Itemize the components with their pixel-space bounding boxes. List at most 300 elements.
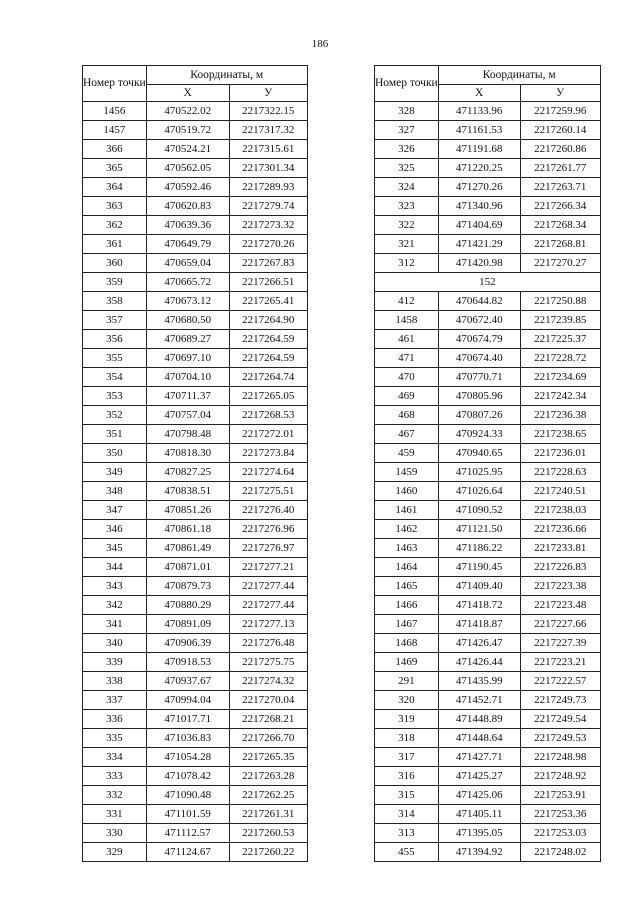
y-coordinate-cell: 2217315.61 (229, 140, 307, 159)
right-table-body-top (375, 102, 601, 273)
table-row (83, 178, 308, 197)
table-row (83, 463, 308, 482)
table-header-row (83, 66, 308, 85)
y-coordinate-cell: 2217261.77 (520, 159, 600, 178)
x-coordinate-cell: 470838.51 (146, 482, 229, 501)
x-coordinate-cell: 470906.39 (146, 634, 229, 653)
table-row (83, 653, 308, 672)
x-coordinate-cell: 471190.45 (438, 558, 520, 577)
x-coordinate-cell: 470673.12 (146, 292, 229, 311)
y-coordinate-cell: 2217264.59 (229, 330, 307, 349)
x-coordinate-cell: 471426.47 (438, 634, 520, 653)
point-number-cell: 334 (83, 748, 147, 767)
x-coordinate-cell: 470880.29 (146, 596, 229, 615)
x-coordinate-cell: 471404.69 (438, 216, 520, 235)
y-coordinate-cell: 2217274.64 (229, 463, 307, 482)
point-number-cell: 350 (83, 444, 147, 463)
point-number-cell: 344 (83, 558, 147, 577)
point-number-cell: 346 (83, 520, 147, 539)
x-coordinate-cell: 470805.96 (438, 387, 520, 406)
x-coordinate-cell: 470937.67 (146, 672, 229, 691)
table-row (375, 577, 601, 596)
y-coordinate-cell: 2217240.51 (520, 482, 600, 501)
x-header: Х (438, 85, 520, 102)
y-coordinate-cell: 2217301.34 (229, 159, 307, 178)
table-row (83, 672, 308, 691)
table-row (83, 767, 308, 786)
table-row (83, 121, 308, 140)
x-coordinate-cell: 471270.26 (438, 178, 520, 197)
point-number-cell: 468 (375, 406, 439, 425)
table-row (375, 786, 601, 805)
y-coordinate-cell: 2217260.22 (229, 843, 307, 862)
y-coordinate-cell: 2217275.75 (229, 653, 307, 672)
y-coordinate-cell: 2217274.32 (229, 672, 307, 691)
y-coordinate-cell: 2217242.34 (520, 387, 600, 406)
x-coordinate-cell: 470674.40 (438, 349, 520, 368)
y-coordinate-cell: 2217265.05 (229, 387, 307, 406)
table-row (375, 444, 601, 463)
point-number-cell: 1458 (375, 311, 439, 330)
table-row (83, 254, 308, 273)
point-number-cell: 333 (83, 767, 147, 786)
x-coordinate-cell: 470649.79 (146, 235, 229, 254)
table-row (83, 368, 308, 387)
point-number-cell: 319 (375, 710, 439, 729)
y-coordinate-cell: 2217225.37 (520, 330, 600, 349)
x-header: Х (146, 85, 229, 102)
y-coordinate-cell: 2217270.26 (229, 235, 307, 254)
y-coordinate-cell: 2217276.48 (229, 634, 307, 653)
point-number-cell: 1457 (83, 121, 147, 140)
table-row (83, 482, 308, 501)
y-coordinate-cell: 2217248.92 (520, 767, 600, 786)
x-coordinate-cell: 471025.95 (438, 463, 520, 482)
table-row (375, 216, 601, 235)
point-number-cell: 329 (83, 843, 147, 862)
x-coordinate-cell: 470620.83 (146, 197, 229, 216)
table-row (375, 121, 601, 140)
x-coordinate-cell: 470711.37 (146, 387, 229, 406)
x-coordinate-cell: 471161.53 (438, 121, 520, 140)
table-row (83, 539, 308, 558)
x-coordinate-cell: 471124.67 (146, 843, 229, 862)
table-row (375, 140, 601, 159)
coordinates-header: Координаты, м (146, 66, 307, 85)
y-coordinate-cell: 2217263.71 (520, 178, 600, 197)
point-number-cell: 320 (375, 691, 439, 710)
y-coordinate-cell: 2217267.83 (229, 254, 307, 273)
y-coordinate-cell: 2217238.65 (520, 425, 600, 444)
point-number-cell: 347 (83, 501, 147, 520)
x-coordinate-cell: 471409.40 (438, 577, 520, 596)
table-row (83, 159, 308, 178)
y-coordinate-cell: 2217248.02 (520, 843, 600, 862)
table-row (375, 482, 601, 501)
point-number-cell: 1468 (375, 634, 439, 653)
point-number-cell: 469 (375, 387, 439, 406)
point-number-cell: 1463 (375, 539, 439, 558)
y-coordinate-cell: 2217236.66 (520, 520, 600, 539)
y-coordinate-cell: 2217253.36 (520, 805, 600, 824)
table-row (83, 387, 308, 406)
table-row (375, 748, 601, 767)
table-row (83, 748, 308, 767)
point-number-cell: 348 (83, 482, 147, 501)
point-number-header: Номер точки (83, 66, 147, 102)
y-header: У (520, 85, 600, 102)
x-coordinate-cell: 470659.04 (146, 254, 229, 273)
table-row (83, 330, 308, 349)
point-number-header: Номер точки (375, 66, 439, 102)
table-row (83, 349, 308, 368)
point-number-cell: 1469 (375, 653, 439, 672)
x-coordinate-cell: 470522.02 (146, 102, 229, 121)
table-row (375, 406, 601, 425)
point-number-cell: 336 (83, 710, 147, 729)
table-row (375, 425, 601, 444)
table-row (83, 786, 308, 805)
y-coordinate-cell: 2217249.73 (520, 691, 600, 710)
point-number-cell: 321 (375, 235, 439, 254)
table-row (375, 710, 601, 729)
point-number-cell: 1456 (83, 102, 147, 121)
table-row (375, 197, 601, 216)
table-row (375, 843, 601, 862)
y-coordinate-cell: 2217238.03 (520, 501, 600, 520)
point-number-cell: 467 (375, 425, 439, 444)
y-coordinate-cell: 2217266.51 (229, 273, 307, 292)
table-row (83, 577, 308, 596)
x-coordinate-cell: 470918.53 (146, 653, 229, 672)
section-row (375, 273, 601, 292)
point-number-cell: 343 (83, 577, 147, 596)
y-coordinate-cell: 2217227.39 (520, 634, 600, 653)
point-number-cell: 322 (375, 216, 439, 235)
point-number-cell: 360 (83, 254, 147, 273)
table-row (375, 292, 601, 311)
x-coordinate-cell: 471340.96 (438, 197, 520, 216)
table-row (375, 159, 601, 178)
x-coordinate-cell: 471026.64 (438, 482, 520, 501)
y-header: У (229, 85, 307, 102)
y-coordinate-cell: 2217260.14 (520, 121, 600, 140)
y-coordinate-cell: 2217266.34 (520, 197, 600, 216)
table-row (375, 672, 601, 691)
x-coordinate-cell: 470519.72 (146, 121, 229, 140)
point-number-cell: 365 (83, 159, 147, 178)
x-coordinate-cell: 470807.26 (438, 406, 520, 425)
point-number-cell: 335 (83, 729, 147, 748)
x-coordinate-cell: 471448.64 (438, 729, 520, 748)
y-coordinate-cell: 2217275.51 (229, 482, 307, 501)
point-number-cell: 461 (375, 330, 439, 349)
point-number-cell: 455 (375, 843, 439, 862)
table-row (83, 843, 308, 862)
point-number-cell: 324 (375, 178, 439, 197)
point-number-cell: 327 (375, 121, 439, 140)
y-coordinate-cell: 2217262.25 (229, 786, 307, 805)
y-coordinate-cell: 2217249.53 (520, 729, 600, 748)
point-number-cell: 361 (83, 235, 147, 254)
y-coordinate-cell: 2217236.01 (520, 444, 600, 463)
y-coordinate-cell: 2217268.81 (520, 235, 600, 254)
x-coordinate-cell: 471420.98 (438, 254, 520, 273)
point-number-cell: 459 (375, 444, 439, 463)
x-coordinate-cell: 470644.82 (438, 292, 520, 311)
y-coordinate-cell: 2217250.88 (520, 292, 600, 311)
table-row (375, 387, 601, 406)
point-number-cell: 341 (83, 615, 147, 634)
table-row (375, 729, 601, 748)
y-coordinate-cell: 2217227.66 (520, 615, 600, 634)
table-row (83, 425, 308, 444)
table-row (83, 520, 308, 539)
coordinates-table-left (82, 65, 308, 862)
point-number-cell: 316 (375, 767, 439, 786)
y-coordinate-cell: 2217222.57 (520, 672, 600, 691)
table-row (375, 178, 601, 197)
y-coordinate-cell: 2217276.40 (229, 501, 307, 520)
table-row (375, 805, 601, 824)
point-number-cell: 314 (375, 805, 439, 824)
point-number-cell: 323 (375, 197, 439, 216)
point-number-cell: 364 (83, 178, 147, 197)
y-coordinate-cell: 2217233.81 (520, 539, 600, 558)
point-number-cell: 1460 (375, 482, 439, 501)
x-coordinate-cell: 470757.04 (146, 406, 229, 425)
x-coordinate-cell: 470861.49 (146, 539, 229, 558)
point-number-cell: 470 (375, 368, 439, 387)
table-row (83, 805, 308, 824)
point-number-cell: 339 (83, 653, 147, 672)
x-coordinate-cell: 471112.57 (146, 824, 229, 843)
y-coordinate-cell: 2217289.93 (229, 178, 307, 197)
x-coordinate-cell: 471405.11 (438, 805, 520, 824)
y-coordinate-cell: 2217270.04 (229, 691, 307, 710)
x-coordinate-cell: 471427.71 (438, 748, 520, 767)
left-table-body (83, 102, 308, 862)
table-row (83, 824, 308, 843)
table-row (375, 368, 601, 387)
y-coordinate-cell: 2217317.32 (229, 121, 307, 140)
y-coordinate-cell: 2217277.44 (229, 577, 307, 596)
x-coordinate-cell: 470770.71 (438, 368, 520, 387)
x-coordinate-cell: 470665.72 (146, 273, 229, 292)
y-coordinate-cell: 2217236.38 (520, 406, 600, 425)
x-coordinate-cell: 470940.65 (438, 444, 520, 463)
table-row (375, 615, 601, 634)
y-coordinate-cell: 2217260.53 (229, 824, 307, 843)
y-coordinate-cell: 2217223.38 (520, 577, 600, 596)
y-coordinate-cell: 2217239.85 (520, 311, 600, 330)
point-number-cell: 328 (375, 102, 439, 121)
table-row (83, 102, 308, 121)
x-coordinate-cell: 470639.36 (146, 216, 229, 235)
y-coordinate-cell: 2217268.21 (229, 710, 307, 729)
y-coordinate-cell: 2217266.70 (229, 729, 307, 748)
x-coordinate-cell: 471054.28 (146, 748, 229, 767)
point-number-cell: 349 (83, 463, 147, 482)
y-coordinate-cell: 2217249.54 (520, 710, 600, 729)
point-number-cell: 1467 (375, 615, 439, 634)
x-coordinate-cell: 471425.06 (438, 786, 520, 805)
table-row (375, 463, 601, 482)
point-number-cell: 340 (83, 634, 147, 653)
x-coordinate-cell: 470672.40 (438, 311, 520, 330)
point-number-cell: 362 (83, 216, 147, 235)
table-row (83, 273, 308, 292)
point-number-cell: 352 (83, 406, 147, 425)
point-number-cell: 363 (83, 197, 147, 216)
x-coordinate-cell: 470879.73 (146, 577, 229, 596)
y-coordinate-cell: 2217253.03 (520, 824, 600, 843)
y-coordinate-cell: 2217279.74 (229, 197, 307, 216)
x-coordinate-cell: 470680.50 (146, 311, 229, 330)
y-coordinate-cell: 2217277.21 (229, 558, 307, 577)
table-row (375, 520, 601, 539)
table-row (375, 653, 601, 672)
table-row (83, 634, 308, 653)
table-row (375, 501, 601, 520)
y-coordinate-cell: 2217226.83 (520, 558, 600, 577)
point-number-cell: 1464 (375, 558, 439, 577)
point-number-cell: 355 (83, 349, 147, 368)
x-coordinate-cell: 470674.79 (438, 330, 520, 349)
table-row (83, 501, 308, 520)
y-coordinate-cell: 2217268.34 (520, 216, 600, 235)
table-row (83, 558, 308, 577)
x-coordinate-cell: 471394.92 (438, 843, 520, 862)
y-coordinate-cell: 2217272.01 (229, 425, 307, 444)
x-coordinate-cell: 471435.99 (438, 672, 520, 691)
x-coordinate-cell: 471090.52 (438, 501, 520, 520)
y-coordinate-cell: 2217277.13 (229, 615, 307, 634)
point-number-cell: 359 (83, 273, 147, 292)
x-coordinate-cell: 471425.27 (438, 767, 520, 786)
point-number-cell: 1461 (375, 501, 439, 520)
y-coordinate-cell: 2217322.15 (229, 102, 307, 121)
y-coordinate-cell: 2217263.28 (229, 767, 307, 786)
y-coordinate-cell: 2217264.74 (229, 368, 307, 387)
point-number-cell: 351 (83, 425, 147, 444)
x-coordinate-cell: 470861.18 (146, 520, 229, 539)
x-coordinate-cell: 470697.10 (146, 349, 229, 368)
table-row (83, 596, 308, 615)
table-row (83, 311, 308, 330)
table-row (375, 824, 601, 843)
point-number-cell: 312 (375, 254, 439, 273)
point-number-cell: 317 (375, 748, 439, 767)
table-row (375, 691, 601, 710)
point-number-cell: 330 (83, 824, 147, 843)
x-coordinate-cell: 470798.48 (146, 425, 229, 444)
point-number-cell: 326 (375, 140, 439, 159)
point-number-cell: 331 (83, 805, 147, 824)
right-table-body-bottom (375, 292, 601, 862)
y-coordinate-cell: 2217234.69 (520, 368, 600, 387)
table-row (83, 292, 308, 311)
x-coordinate-cell: 470689.27 (146, 330, 229, 349)
point-number-cell: 356 (83, 330, 147, 349)
x-coordinate-cell: 470924.33 (438, 425, 520, 444)
y-coordinate-cell: 2217277.44 (229, 596, 307, 615)
x-coordinate-cell: 471090.48 (146, 786, 229, 805)
table-row (375, 102, 601, 121)
x-coordinate-cell: 471452.71 (438, 691, 520, 710)
table-row (375, 596, 601, 615)
y-coordinate-cell: 2217223.48 (520, 596, 600, 615)
x-coordinate-cell: 470827.25 (146, 463, 229, 482)
x-coordinate-cell: 471418.72 (438, 596, 520, 615)
table-row (375, 539, 601, 558)
point-number-cell: 313 (375, 824, 439, 843)
y-coordinate-cell: 2217265.35 (229, 748, 307, 767)
point-number-cell: 345 (83, 539, 147, 558)
y-coordinate-cell: 2217261.31 (229, 805, 307, 824)
section-label: 152 (375, 273, 601, 292)
section-row-group (375, 273, 601, 292)
x-coordinate-cell: 471101.59 (146, 805, 229, 824)
x-coordinate-cell: 471036.83 (146, 729, 229, 748)
y-coordinate-cell: 2217259.96 (520, 102, 600, 121)
table-row (375, 634, 601, 653)
x-coordinate-cell: 471426.44 (438, 653, 520, 672)
table-row (83, 140, 308, 159)
y-coordinate-cell: 2217276.96 (229, 520, 307, 539)
y-coordinate-cell: 2217264.59 (229, 349, 307, 368)
coordinates-table-right (374, 65, 601, 862)
table-row (83, 406, 308, 425)
point-number-cell: 471 (375, 349, 439, 368)
x-coordinate-cell: 471220.25 (438, 159, 520, 178)
point-number-cell: 357 (83, 311, 147, 330)
y-coordinate-cell: 2217264.90 (229, 311, 307, 330)
x-coordinate-cell: 470704.10 (146, 368, 229, 387)
x-coordinate-cell: 470891.09 (146, 615, 229, 634)
table-row (83, 216, 308, 235)
y-coordinate-cell: 2217273.32 (229, 216, 307, 235)
x-coordinate-cell: 471191.68 (438, 140, 520, 159)
y-coordinate-cell: 2217228.63 (520, 463, 600, 482)
table-row (375, 558, 601, 577)
table-row (375, 767, 601, 786)
x-coordinate-cell: 471395.05 (438, 824, 520, 843)
x-coordinate-cell: 471448.89 (438, 710, 520, 729)
x-coordinate-cell: 471186.22 (438, 539, 520, 558)
table-row (375, 311, 601, 330)
point-number-cell: 1466 (375, 596, 439, 615)
y-coordinate-cell: 2217268.53 (229, 406, 307, 425)
point-number-cell: 332 (83, 786, 147, 805)
x-coordinate-cell: 470851.26 (146, 501, 229, 520)
table-row (83, 710, 308, 729)
table-row (375, 330, 601, 349)
y-coordinate-cell: 2217260.86 (520, 140, 600, 159)
table-row (83, 235, 308, 254)
y-coordinate-cell: 2217248.98 (520, 748, 600, 767)
x-coordinate-cell: 471421.29 (438, 235, 520, 254)
point-number-cell: 353 (83, 387, 147, 406)
table-row (83, 444, 308, 463)
point-number-cell: 338 (83, 672, 147, 691)
table-row (375, 349, 601, 368)
point-number-cell: 1459 (375, 463, 439, 482)
table-header-row (375, 66, 601, 85)
x-coordinate-cell: 470994.04 (146, 691, 229, 710)
x-coordinate-cell: 471078.42 (146, 767, 229, 786)
point-number-cell: 366 (83, 140, 147, 159)
